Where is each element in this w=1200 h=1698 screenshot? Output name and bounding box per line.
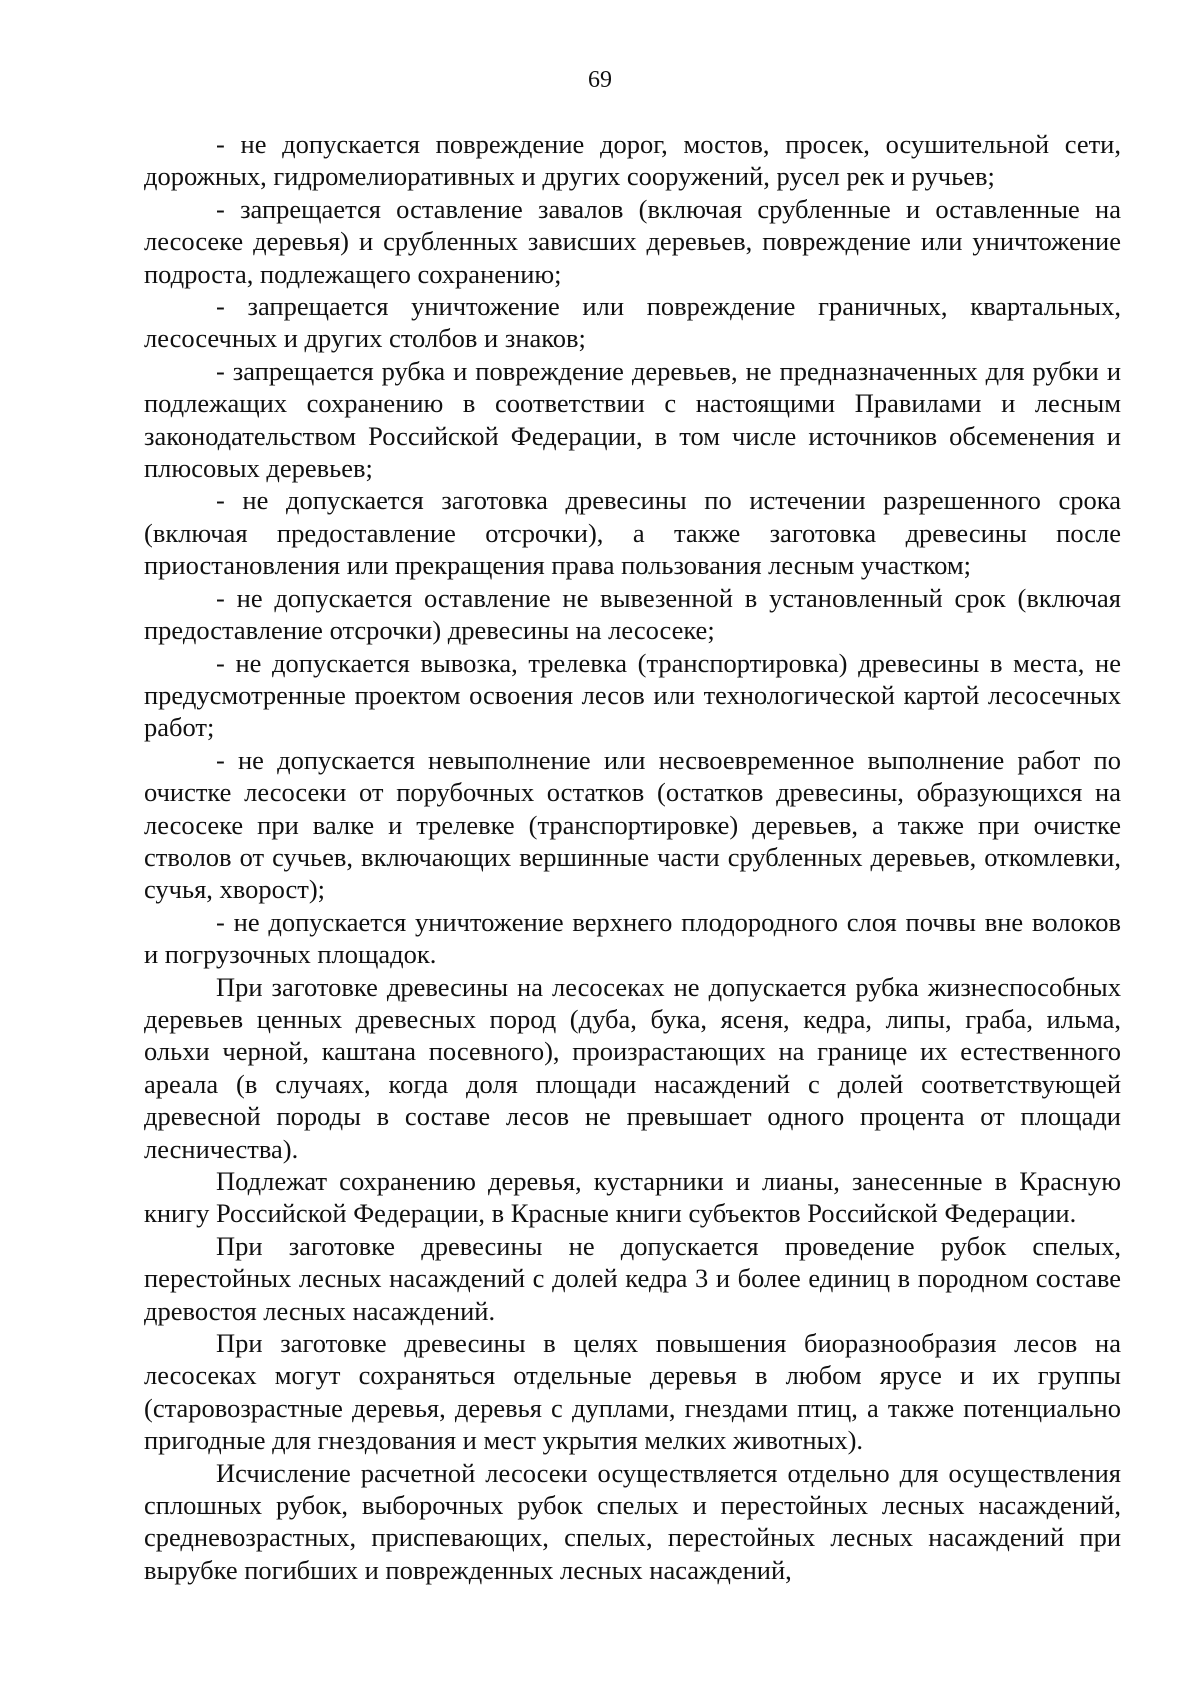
body-text (144, 128, 1121, 1586)
page-number: 69 (588, 67, 612, 93)
paragraph: - запрещается рубка и повреждение деревьев, не предназначенных для рубки и подлежащих сохранению в соответствии с настоящими Правилами и лесным законодательством Российской Федерации, в том числе источников обсеменения и плюсовых деревьев; (144, 355, 1121, 484)
paragraph: При заготовке древесины на лесосеках не допускается рубка жизнеспособных деревьев ценных древесных пород (дуба, бука, ясеня, кедра, липы, граба, ильма, ольхи черной, каштана посевного), произрастающих на границе их естественного ареала (в случаях, когда доля площади насаждений с долей соответствующей древесной породы в составе лесов не превышает одного процента от площади лесничества). (144, 971, 1121, 1164)
paragraph: При заготовке древесины не допускается проведение рубок спелых, перестойных лесных насаждений с долей кедра 3 и более единиц в породном составе древостоя лесных насаждений. (144, 1230, 1121, 1326)
paragraph: - не допускается вывозка, трелевка (транспортировка) древесины в места, не предусмотренные проектом освоения лесов или технологической картой лесосечных работ; (144, 647, 1121, 743)
paragraph: - не допускается повреждение дорог, мостов, просек, осушительной сети, дорожных, гидромелиоративных и других сооружений, русел рек и ручьев; (144, 129, 1121, 192)
paragraph: Подлежат сохранению деревья, кустарники и лианы, занесенные в Красную книгу Российской Федерации, в Красные книги субъектов Российской Федерации. (144, 1166, 1121, 1229)
paragraph: - не допускается уничтожение верхнего плодородного слоя почвы вне волоков и погрузочных площадок. (144, 906, 1121, 970)
paragraph: - не допускается оставление не вывезенной в установленный срок (включая предоставление отсрочки) древесины на лесосеке; (144, 582, 1121, 646)
paragraph: - не допускается невыполнение или несвоевременное выполнение работ по очистке лесосеки от порубочных остатков (остатков древесины, образующихся на лесосеке при валке и трелевке (транспортировке) деревьев, а также при очистке стволов от сучьев, включающих вершинные части срубленных деревьев, откомлевки, сучья, хворост); (144, 744, 1121, 905)
paragraph: - запрещается оставление завалов (включая срубленные и оставленные на лесосеке деревья) и срубленных зависших деревьев, повреждение или уничтожение подроста, подлежащего сохранению; (144, 193, 1121, 289)
paragraph: Исчисление расчетной лесосеки осуществляется отдельно для осуществления сплошных рубок, выборочных рубок спелых и перестойных лесных насаждений, средневозрастных, приспевающих, спелых, перестойных лесных насаждений при вырубке погибших и поврежденных лесных насаждений, (144, 1457, 1121, 1585)
paragraph: - не допускается заготовка древесины по истечении разрешенного срока (включая предоставление отсрочки), а также заготовка древесины после приостановления или прекращения права пользования лесным участком; (144, 485, 1121, 581)
paragraph: При заготовке древесины в целях повышения биоразнообразия лесов на лесосеках могут сохраняться отдельные деревья в любом ярусе и их группы (старовозрастные деревья, деревья с дуплами, гнездами птиц, а также потенциально пригодные для гнездования и мест укрытия мелких животных). (144, 1328, 1121, 1456)
paragraph: - запрещается уничтожение или повреждение граничных, квартальных, лесосечных и других столбов и знаков; (144, 291, 1121, 354)
